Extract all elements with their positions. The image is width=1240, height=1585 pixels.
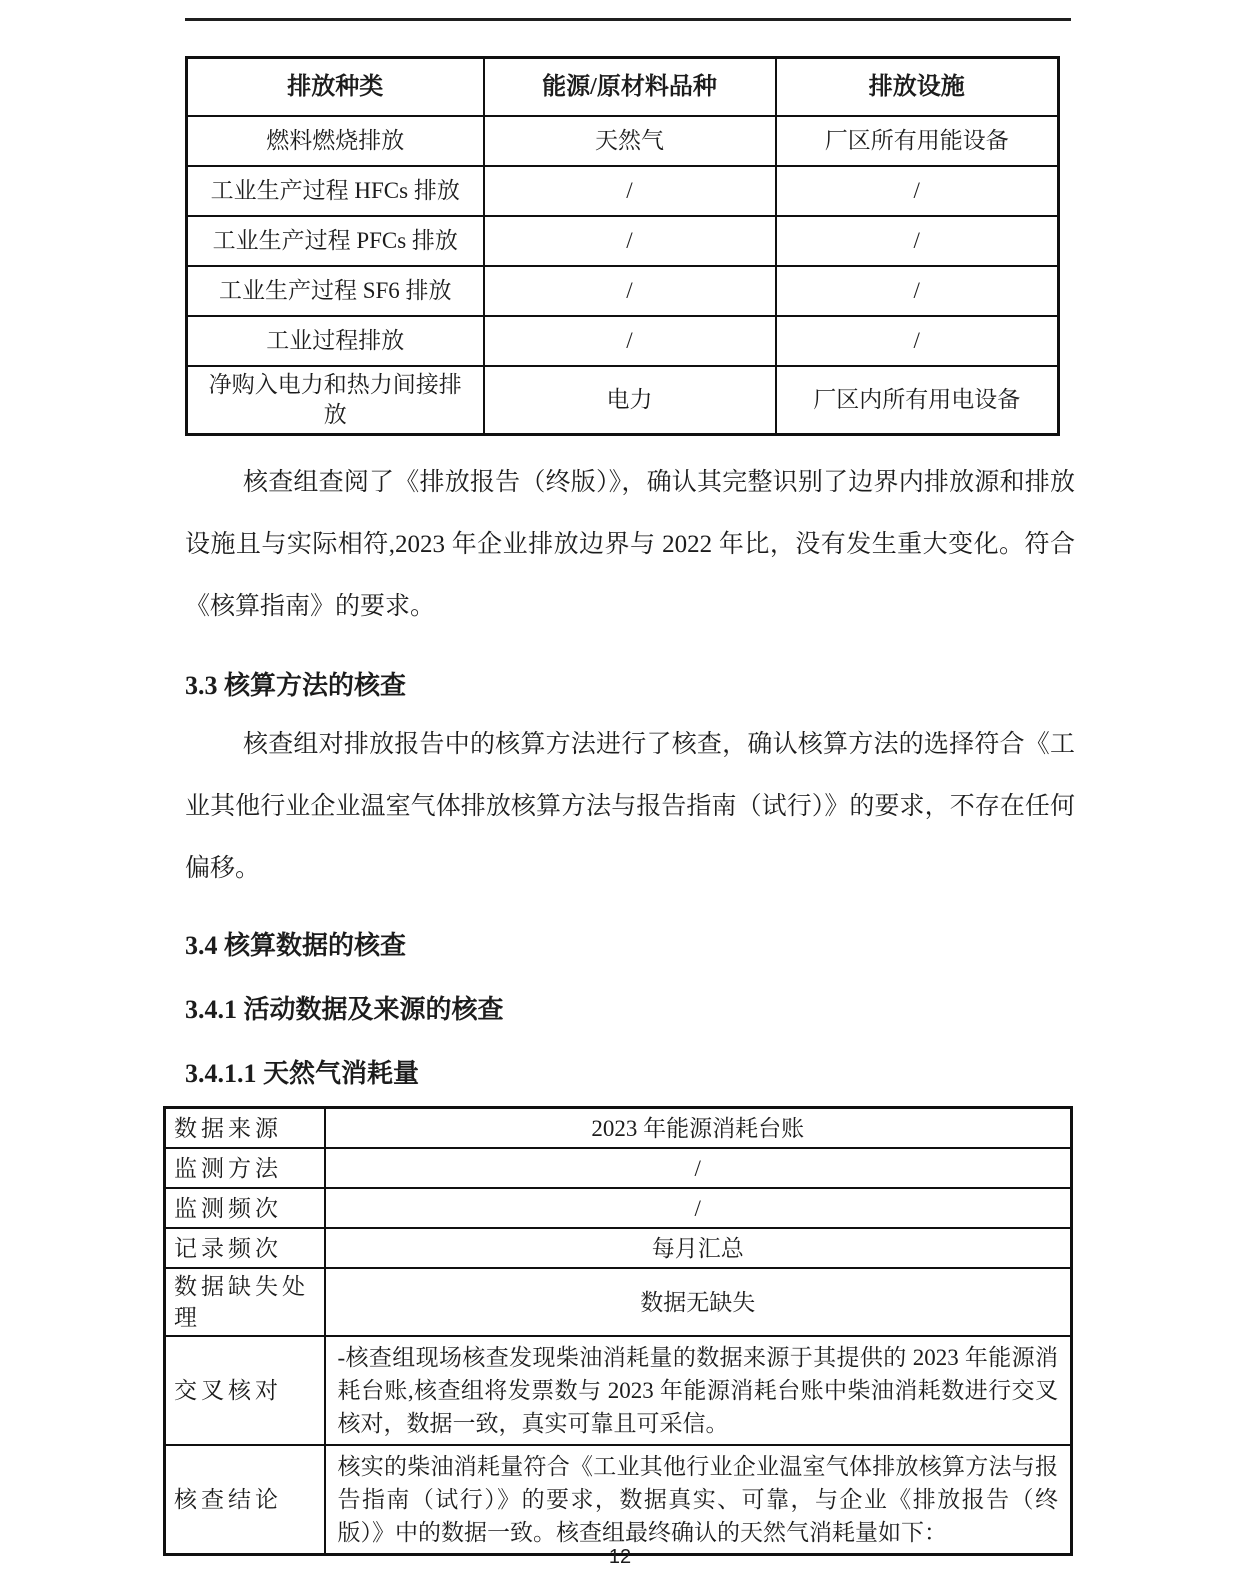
row-value: /	[325, 1188, 1072, 1228]
column-header: 排放设施	[776, 58, 1059, 117]
row-value: 每月汇总	[325, 1228, 1072, 1268]
page-number: 12	[608, 1546, 632, 1568]
table-cell: 天然气	[484, 116, 776, 166]
page-content	[174, 18, 1075, 1556]
row-value: /	[325, 1148, 1072, 1188]
table-cell: 工业生产过程 HFCs 排放	[187, 166, 484, 216]
natural-gas-data-table	[163, 1106, 1073, 1556]
table-cell-text: 净购入电力和热力间接排放	[208, 372, 462, 427]
table-cell: 厂区所有用能设备	[776, 116, 1059, 166]
table-cell: /	[484, 166, 776, 216]
table-row	[187, 166, 1059, 216]
table-cell: /	[776, 216, 1059, 266]
row-value: -核查组现场核查发现柴油消耗量的数据来源于其提供的 2023 年能源消耗台账,核查组将发票数与 2023 年能源消耗台账中柴油消耗数进行交叉核对，数据一致，真实可靠且可采信。	[325, 1336, 1072, 1445]
row-label: 交叉核对	[165, 1336, 325, 1445]
table-row	[165, 1268, 1072, 1336]
table-cell	[187, 366, 484, 435]
row-label: 监测方法	[165, 1148, 325, 1188]
table-cell: /	[484, 216, 776, 266]
paragraph-boundary-review: 核查组查阅了《排放报告（终版）》，确认其完整识别了边界内排放源和排放设施且与实际相符,2023 年企业排放边界与 2022 年比，没有发生重大变化。符合《核算指南》的要求。	[185, 469, 1075, 620]
row-label: 核查结论	[165, 1445, 325, 1555]
emission-sources-table	[185, 56, 1060, 436]
table-row	[165, 1445, 1072, 1555]
table-cell: 厂区内所有用电设备	[776, 366, 1059, 435]
row-value: 数据无缺失	[325, 1268, 1072, 1336]
column-header: 排放种类	[187, 58, 484, 117]
table-row	[187, 366, 1059, 435]
header-rule	[185, 18, 1071, 21]
table-row	[187, 316, 1059, 366]
row-label: 数据缺失处理	[165, 1268, 325, 1336]
table-header-row	[187, 58, 1059, 117]
row-label: 监测频次	[165, 1188, 325, 1228]
table-row	[187, 216, 1059, 266]
table-cell: /	[776, 166, 1059, 216]
table-cell: /	[776, 266, 1059, 316]
table-row	[165, 1188, 1072, 1228]
table-row	[187, 116, 1059, 166]
table-cell: /	[776, 316, 1059, 366]
paragraph-method-review: 核查组对排放报告中的核算方法进行了核查，确认核算方法的选择符合《工业其他行业企业温室气体排放核算方法与报告指南（试行）》的要求，不存在任何偏移。	[185, 731, 1075, 882]
table-row	[187, 266, 1059, 316]
table-cell: 工业生产过程 PFCs 排放	[187, 216, 484, 266]
table-cell: /	[484, 316, 776, 366]
section-heading-3-4: 3.4 核算数据的核查	[185, 931, 407, 960]
section-heading-3-4-1-1: 3.4.1.1 天然气消耗量	[185, 1059, 420, 1088]
table-row	[165, 1228, 1072, 1268]
document-page	[0, 18, 1240, 1585]
table-cell: 工业生产过程 SF6 排放	[187, 266, 484, 316]
table-row	[165, 1336, 1072, 1445]
table-row	[165, 1148, 1072, 1188]
row-label: 记录频次	[165, 1228, 325, 1268]
section-heading-3-4-1: 3.4.1 活动数据及来源的核查	[185, 995, 504, 1024]
table-row	[165, 1108, 1072, 1149]
row-label: 数据来源	[165, 1108, 325, 1149]
row-value: 2023 年能源消耗台账	[325, 1108, 1072, 1149]
table-cell: 燃料燃烧排放	[187, 116, 484, 166]
row-value: 核实的柴油消耗量符合《工业其他行业企业温室气体排放核算方法与报告指南（试行）》的要求，数据真实、可靠，与企业《排放报告（终版）》中的数据一致。核查组最终确认的天然气消耗量如下：	[325, 1445, 1072, 1555]
table-cell: 工业过程排放	[187, 316, 484, 366]
table-cell: 电力	[484, 366, 776, 435]
column-header: 能源/原材料品种	[484, 58, 776, 117]
table-cell: /	[484, 266, 776, 316]
section-heading-3-3: 3.3 核算方法的核查	[185, 671, 407, 700]
